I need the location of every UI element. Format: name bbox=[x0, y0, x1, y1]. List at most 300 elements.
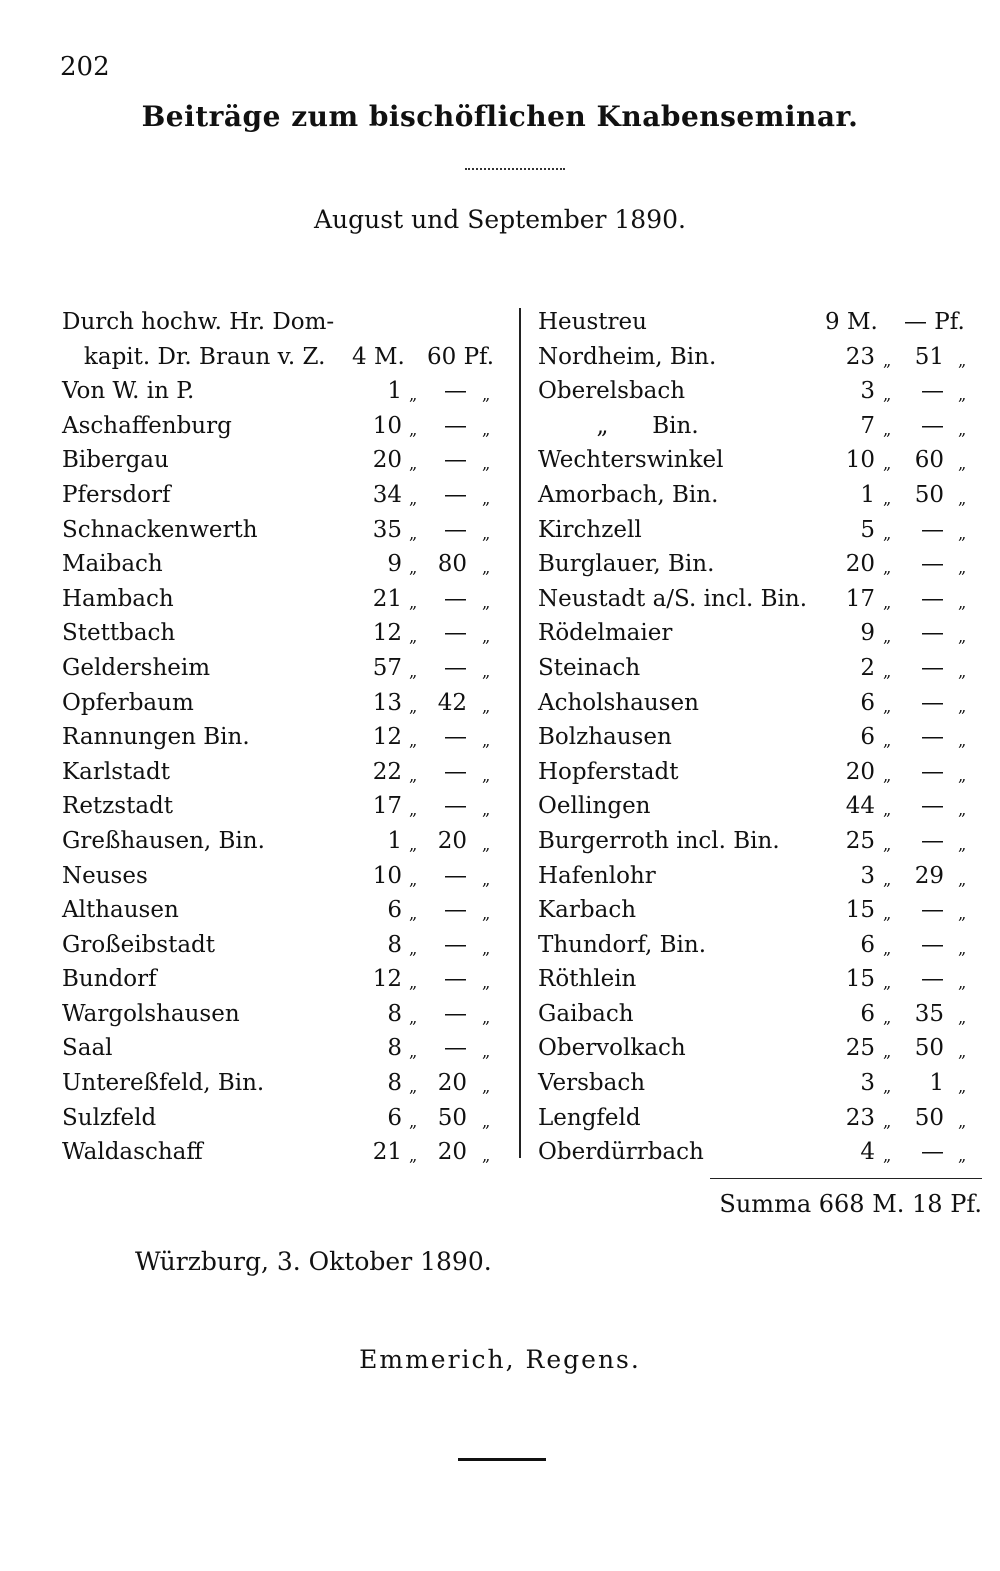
entry-pfennig: 80 bbox=[437, 551, 467, 578]
table-row bbox=[538, 547, 982, 582]
ditto-mark: „ bbox=[409, 1077, 418, 1097]
entry-marks: 10 bbox=[372, 412, 402, 439]
entry-pfennig: 1 bbox=[929, 1070, 944, 1097]
entry-marks: 35 bbox=[372, 516, 402, 543]
table-row bbox=[538, 1066, 982, 1101]
entry-pfennig: — bbox=[444, 758, 467, 785]
ditto-mark: „ bbox=[409, 661, 418, 681]
table-row bbox=[538, 616, 982, 651]
entry-pfennig: 20 bbox=[437, 827, 467, 854]
entry-name: Geldersheim bbox=[62, 654, 211, 681]
entry-name: Amorbach, Bin. bbox=[538, 481, 719, 508]
entry-marks: 1 bbox=[860, 481, 875, 508]
entry-name: Bolzhausen bbox=[538, 724, 672, 751]
entry-pfennig: — bbox=[444, 1035, 467, 1062]
entry-name: Heustreu bbox=[538, 309, 647, 335]
entry-name: Schnackenwerth bbox=[62, 516, 258, 543]
table-row bbox=[62, 859, 502, 894]
entry-pfennig: — bbox=[444, 862, 467, 889]
entry-marks: 6 bbox=[860, 1000, 875, 1027]
entry-marks: 10 bbox=[845, 447, 875, 474]
ditto-mark: „ bbox=[883, 869, 892, 889]
entry-marks: 4 M. bbox=[352, 343, 405, 370]
entry-name: Stettbach bbox=[62, 620, 176, 647]
ditto-mark: „ bbox=[958, 1146, 967, 1166]
ditto-mark: „ bbox=[482, 1077, 491, 1097]
table-row bbox=[538, 1101, 982, 1136]
table-row bbox=[62, 1135, 502, 1170]
entry-marks: 22 bbox=[372, 758, 402, 785]
entry-marks: 8 bbox=[387, 1070, 402, 1097]
table-row bbox=[62, 582, 502, 617]
entry-marks: 13 bbox=[372, 689, 402, 716]
entry-name: Karbach bbox=[538, 897, 637, 924]
ditto-mark: „ bbox=[482, 938, 491, 958]
ditto-mark: „ bbox=[958, 350, 967, 370]
table-row bbox=[62, 997, 502, 1032]
ditto-mark: „ bbox=[883, 350, 892, 370]
table-row bbox=[538, 374, 982, 409]
ditto-mark: „ bbox=[883, 1042, 892, 1062]
table-row bbox=[538, 443, 982, 478]
ditto-mark: „ bbox=[409, 558, 418, 578]
entry-pfennig: — bbox=[444, 585, 467, 612]
ditto-mark: „ bbox=[482, 419, 491, 439]
ditto-mark: „ bbox=[482, 800, 491, 820]
entry-marks: 34 bbox=[372, 481, 402, 508]
entry-marks: 15 bbox=[845, 966, 875, 993]
ditto-mark: „ bbox=[883, 385, 892, 405]
entry-pfennig: — bbox=[444, 447, 467, 474]
ditto-mark: „ bbox=[482, 869, 491, 889]
entry-name: Röthlein bbox=[538, 966, 637, 993]
entry-name: Versbach bbox=[538, 1070, 646, 1097]
ditto-mark: „ bbox=[409, 696, 418, 716]
entry-pfennig: — bbox=[921, 689, 944, 716]
right-column bbox=[538, 305, 982, 1170]
entry-name: Kirchzell bbox=[538, 516, 642, 543]
ditto-mark: „ bbox=[482, 592, 491, 612]
ditto-mark: „ bbox=[958, 696, 967, 716]
ditto-mark: „ bbox=[482, 904, 491, 924]
table-row bbox=[62, 616, 502, 651]
ditto-mark: „ bbox=[409, 938, 418, 958]
entry-pfennig: — bbox=[444, 931, 467, 958]
ditto-mark: „ bbox=[883, 488, 892, 508]
table-row bbox=[538, 651, 982, 686]
entry-name: Neustadt a/S. incl. Bin. bbox=[538, 585, 808, 612]
entry-marks: 1 bbox=[387, 827, 402, 854]
ditto-mark: „ bbox=[958, 869, 967, 889]
ditto-mark: „ bbox=[958, 973, 967, 993]
table-row bbox=[62, 789, 502, 824]
entry-pfennig: — bbox=[444, 516, 467, 543]
entry-marks: 3 bbox=[860, 1070, 875, 1097]
entry-marks: 6 bbox=[860, 689, 875, 716]
entry-marks: 1 bbox=[387, 378, 402, 405]
entry-pfennig: 50 bbox=[914, 481, 944, 508]
entry-marks: 6 bbox=[387, 897, 402, 924]
ditto-mark: „ bbox=[883, 731, 892, 751]
page-number: 202 bbox=[60, 52, 110, 82]
sum-total: Summa 668 M. 18 Pf. bbox=[719, 1190, 982, 1218]
entry-name: Wargolshausen bbox=[62, 1000, 240, 1027]
ditto-mark: „ bbox=[958, 661, 967, 681]
ditto-mark: „ bbox=[482, 696, 491, 716]
entry-name: Oberelsbach bbox=[538, 378, 686, 405]
ditto-mark: „ bbox=[883, 661, 892, 681]
entry-marks: 9 bbox=[860, 620, 875, 647]
entry-marks: 20 bbox=[845, 551, 875, 578]
table-row bbox=[538, 720, 982, 755]
ditto-mark: „ bbox=[409, 1111, 418, 1131]
entry-pfennig: 20 bbox=[437, 1139, 467, 1166]
entry-name: „ Bin. bbox=[538, 412, 699, 439]
ditto-mark: „ bbox=[958, 385, 967, 405]
entry-marks: 4 bbox=[860, 1139, 875, 1166]
entry-pfennig: — Pf. bbox=[904, 309, 965, 335]
ditto-mark: „ bbox=[883, 834, 892, 854]
entry-name: Hambach bbox=[62, 585, 174, 612]
entry-name: Steinach bbox=[538, 654, 641, 681]
ditto-mark: „ bbox=[409, 904, 418, 924]
ditto-mark: „ bbox=[958, 1111, 967, 1131]
ditto-mark: „ bbox=[409, 488, 418, 508]
table-row bbox=[538, 962, 982, 997]
entry-pfennig: — bbox=[444, 897, 467, 924]
table-row bbox=[62, 443, 502, 478]
table-row bbox=[538, 478, 982, 513]
entry-marks: 3 bbox=[860, 862, 875, 889]
table-row bbox=[62, 720, 502, 755]
entry-marks: 7 bbox=[860, 412, 875, 439]
ditto-mark: „ bbox=[883, 523, 892, 543]
table-row bbox=[62, 305, 502, 340]
entry-pfennig: — bbox=[921, 966, 944, 993]
table-row bbox=[538, 893, 982, 928]
ditto-mark: „ bbox=[958, 904, 967, 924]
entry-pfennig: 50 bbox=[914, 1035, 944, 1062]
ditto-mark: „ bbox=[883, 1007, 892, 1027]
table-row bbox=[538, 824, 982, 859]
entry-pfennig: — bbox=[444, 378, 467, 405]
entry-marks: 20 bbox=[845, 758, 875, 785]
ditto-mark: „ bbox=[958, 1042, 967, 1062]
ditto-mark: „ bbox=[883, 419, 892, 439]
ditto-mark: „ bbox=[883, 592, 892, 612]
table-row bbox=[538, 409, 982, 444]
table-row bbox=[538, 305, 982, 340]
ditto-mark: „ bbox=[883, 627, 892, 647]
entry-marks: 9 M. bbox=[825, 309, 878, 335]
ditto-mark: „ bbox=[409, 973, 418, 993]
entry-name: Maibach bbox=[62, 551, 163, 578]
ditto-mark: „ bbox=[482, 523, 491, 543]
table-row bbox=[62, 686, 502, 721]
ditto-mark: „ bbox=[958, 1007, 967, 1027]
table-row bbox=[62, 1031, 502, 1066]
ditto-mark: „ bbox=[958, 834, 967, 854]
table-row bbox=[538, 340, 982, 375]
ditto-mark: „ bbox=[958, 488, 967, 508]
ditto-mark: „ bbox=[883, 765, 892, 785]
ditto-mark: „ bbox=[958, 558, 967, 578]
signature: Emmerich, Regens. bbox=[359, 1345, 641, 1374]
column-divider bbox=[519, 308, 521, 1158]
table-row bbox=[538, 789, 982, 824]
entry-name: Greßhausen, Bin. bbox=[62, 827, 265, 854]
ditto-mark: „ bbox=[883, 1111, 892, 1131]
entry-pfennig: — bbox=[921, 516, 944, 543]
ditto-mark: „ bbox=[409, 454, 418, 474]
entry-name: Waldaschaff bbox=[62, 1139, 203, 1166]
left-column bbox=[62, 305, 502, 1170]
entry-marks: 6 bbox=[387, 1104, 402, 1131]
entry-marks: 2 bbox=[860, 654, 875, 681]
entry-pfennig: — bbox=[444, 724, 467, 751]
ditto-mark: „ bbox=[409, 1146, 418, 1166]
entry-marks: 20 bbox=[372, 447, 402, 474]
entry-pfennig: — bbox=[444, 620, 467, 647]
table-row bbox=[538, 582, 982, 617]
table-row bbox=[62, 962, 502, 997]
ditto-mark: „ bbox=[482, 385, 491, 405]
entry-name: Karlstadt bbox=[62, 758, 170, 785]
sum-rule bbox=[710, 1178, 982, 1179]
ditto-mark: „ bbox=[883, 558, 892, 578]
ditto-mark: „ bbox=[883, 904, 892, 924]
ditto-mark: „ bbox=[409, 419, 418, 439]
ditto-mark: „ bbox=[482, 661, 491, 681]
table-row bbox=[538, 928, 982, 963]
table-row bbox=[62, 651, 502, 686]
entry-name: Obervolkach bbox=[538, 1035, 686, 1062]
entry-pfennig: — bbox=[921, 827, 944, 854]
table-row bbox=[62, 1066, 502, 1101]
bottom-rule bbox=[458, 1458, 546, 1461]
ditto-mark: „ bbox=[958, 1077, 967, 1097]
entry-marks: 6 bbox=[860, 931, 875, 958]
page-title: Beiträge zum bischöflichen Knabenseminar. bbox=[141, 100, 859, 133]
entry-name: Hafenlohr bbox=[538, 862, 656, 889]
entry-name: Thundorf, Bin. bbox=[538, 931, 707, 958]
table-row bbox=[62, 755, 502, 790]
entry-name: Wechterswinkel bbox=[538, 447, 724, 474]
ditto-mark: „ bbox=[883, 454, 892, 474]
entry-name: Nordheim, Bin. bbox=[538, 343, 717, 370]
ditto-mark: „ bbox=[958, 627, 967, 647]
ditto-mark: „ bbox=[409, 731, 418, 751]
entry-pfennig: — bbox=[921, 724, 944, 751]
entry-marks: 21 bbox=[372, 585, 402, 612]
ditto-mark: „ bbox=[482, 1007, 491, 1027]
ditto-mark: „ bbox=[883, 973, 892, 993]
entry-name: Rannungen Bin. bbox=[62, 724, 250, 751]
ditto-mark: „ bbox=[482, 454, 491, 474]
ditto-mark: „ bbox=[482, 1111, 491, 1131]
table-row bbox=[538, 686, 982, 721]
entry-pfennig: — bbox=[921, 931, 944, 958]
entry-pfennig: — bbox=[921, 585, 944, 612]
table-row bbox=[62, 340, 502, 375]
entry-name: Neuses bbox=[62, 862, 148, 889]
entry-pfennig: 51 bbox=[914, 343, 944, 370]
ditto-mark: „ bbox=[482, 558, 491, 578]
entry-marks: 44 bbox=[845, 793, 875, 820]
entry-name: Burgerroth incl. Bin. bbox=[538, 827, 780, 854]
table-row bbox=[538, 513, 982, 548]
ditto-mark: „ bbox=[958, 592, 967, 612]
entry-pfennig: — bbox=[444, 1000, 467, 1027]
entry-pfennig: 20 bbox=[437, 1070, 467, 1097]
entry-marks: 12 bbox=[372, 620, 402, 647]
ditto-mark: „ bbox=[958, 800, 967, 820]
entry-name: Von W. in P. bbox=[62, 378, 195, 405]
entry-name: Hopferstadt bbox=[538, 758, 679, 785]
table-row bbox=[538, 1031, 982, 1066]
entry-marks: 10 bbox=[372, 862, 402, 889]
entry-pfennig: — bbox=[921, 758, 944, 785]
entry-pfennig: — bbox=[444, 654, 467, 681]
entry-pfennig: — bbox=[444, 966, 467, 993]
ditto-mark: „ bbox=[883, 800, 892, 820]
ditto-mark: „ bbox=[482, 765, 491, 785]
ditto-mark: „ bbox=[482, 1146, 491, 1166]
ditto-mark: „ bbox=[482, 731, 491, 751]
table-row bbox=[538, 1135, 982, 1170]
entry-marks: 15 bbox=[845, 897, 875, 924]
ditto-mark: „ bbox=[958, 765, 967, 785]
entry-marks: 6 bbox=[860, 724, 875, 751]
entry-marks: 8 bbox=[387, 1035, 402, 1062]
place-date: Würzburg, 3. Oktober 1890. bbox=[135, 1247, 492, 1276]
entry-marks: 23 bbox=[845, 343, 875, 370]
entry-marks: 12 bbox=[372, 724, 402, 751]
entry-marks: 9 bbox=[387, 551, 402, 578]
table-row bbox=[538, 755, 982, 790]
ditto-mark: „ bbox=[883, 938, 892, 958]
table-row bbox=[62, 374, 502, 409]
entry-name: Untereßfeld, Bin. bbox=[62, 1070, 265, 1097]
table-row bbox=[62, 478, 502, 513]
ditto-mark: „ bbox=[409, 1042, 418, 1062]
entry-marks: 57 bbox=[372, 654, 402, 681]
entry-marks: 8 bbox=[387, 1000, 402, 1027]
entry-name: Sulzfeld bbox=[62, 1104, 157, 1131]
entry-pfennig: — bbox=[444, 412, 467, 439]
ditto-mark: „ bbox=[482, 973, 491, 993]
ditto-mark: „ bbox=[958, 731, 967, 751]
entry-name: Burglauer, Bin. bbox=[538, 551, 715, 578]
ditto-mark: „ bbox=[883, 1146, 892, 1166]
entry-name: Lengfeld bbox=[538, 1104, 641, 1131]
entry-pfennig: 29 bbox=[914, 862, 944, 889]
entry-name: Rödelmaier bbox=[538, 620, 673, 647]
ditto-mark: „ bbox=[409, 800, 418, 820]
entry-name: Bibergau bbox=[62, 447, 169, 474]
entry-name: Opferbaum bbox=[62, 689, 194, 716]
table-row bbox=[62, 1101, 502, 1136]
period-heading: August und September 1890. bbox=[314, 205, 686, 234]
entry-marks: 3 bbox=[860, 378, 875, 405]
ditto-mark: „ bbox=[958, 419, 967, 439]
entry-marks: 5 bbox=[860, 516, 875, 543]
entry-name: Durch hochw. Hr. Dom- bbox=[62, 309, 335, 335]
ditto-mark: „ bbox=[883, 1077, 892, 1097]
ditto-mark: „ bbox=[409, 592, 418, 612]
entry-name: Retzstadt bbox=[62, 793, 174, 820]
entry-marks: 25 bbox=[845, 827, 875, 854]
entry-pfennig: — bbox=[921, 551, 944, 578]
table-row bbox=[62, 824, 502, 859]
entry-pfennig: — bbox=[921, 412, 944, 439]
table-row bbox=[62, 928, 502, 963]
entry-pfennig: — bbox=[921, 1139, 944, 1166]
table-row bbox=[62, 893, 502, 928]
entry-pfennig: 42 bbox=[437, 689, 467, 716]
ditto-mark: „ bbox=[883, 696, 892, 716]
entry-marks: 12 bbox=[372, 966, 402, 993]
entry-marks: 17 bbox=[845, 585, 875, 612]
entry-name: Saal bbox=[62, 1035, 113, 1062]
ditto-mark: „ bbox=[958, 454, 967, 474]
ditto-mark: „ bbox=[409, 627, 418, 647]
entry-pfennig: 50 bbox=[914, 1104, 944, 1131]
entry-pfennig: — bbox=[921, 897, 944, 924]
ornament-divider bbox=[465, 168, 565, 176]
ditto-mark: „ bbox=[482, 1042, 491, 1062]
entry-name: Großeibstadt bbox=[62, 931, 215, 958]
ditto-mark: „ bbox=[482, 627, 491, 647]
ditto-mark: „ bbox=[409, 1007, 418, 1027]
entry-name: kapit. Dr. Braun v. Z. bbox=[62, 343, 326, 370]
entry-marks: 23 bbox=[845, 1104, 875, 1131]
entry-pfennig: — bbox=[921, 654, 944, 681]
ditto-mark: „ bbox=[409, 523, 418, 543]
entry-name: Bundorf bbox=[62, 966, 157, 993]
entry-name: Oellingen bbox=[538, 793, 651, 820]
ditto-mark: „ bbox=[409, 869, 418, 889]
entry-marks: 21 bbox=[372, 1139, 402, 1166]
ditto-mark: „ bbox=[409, 834, 418, 854]
entry-pfennig: — bbox=[921, 793, 944, 820]
ditto-mark: „ bbox=[482, 834, 491, 854]
entry-marks: 8 bbox=[387, 931, 402, 958]
ditto-mark: „ bbox=[958, 938, 967, 958]
table-row bbox=[62, 409, 502, 444]
entry-pfennig: 35 bbox=[914, 1000, 944, 1027]
ditto-mark: „ bbox=[482, 488, 491, 508]
entry-pfennig: — bbox=[444, 481, 467, 508]
entry-pfennig: 60 Pf. bbox=[427, 343, 495, 370]
entry-pfennig: — bbox=[921, 378, 944, 405]
ditto-mark: „ bbox=[958, 523, 967, 543]
entry-name: Althausen bbox=[62, 897, 179, 924]
entry-pfennig: 50 bbox=[437, 1104, 467, 1131]
entry-name: Oberdürrbach bbox=[538, 1139, 704, 1166]
entry-marks: 17 bbox=[372, 793, 402, 820]
table-row bbox=[62, 513, 502, 548]
entry-pfennig: — bbox=[444, 793, 467, 820]
entry-pfennig: 60 bbox=[914, 447, 944, 474]
entry-marks: 25 bbox=[845, 1035, 875, 1062]
table-row bbox=[538, 997, 982, 1032]
entry-name: Gaibach bbox=[538, 1000, 634, 1027]
table-row bbox=[538, 859, 982, 894]
ditto-mark: „ bbox=[409, 765, 418, 785]
entry-pfennig: — bbox=[921, 620, 944, 647]
table-row bbox=[62, 547, 502, 582]
